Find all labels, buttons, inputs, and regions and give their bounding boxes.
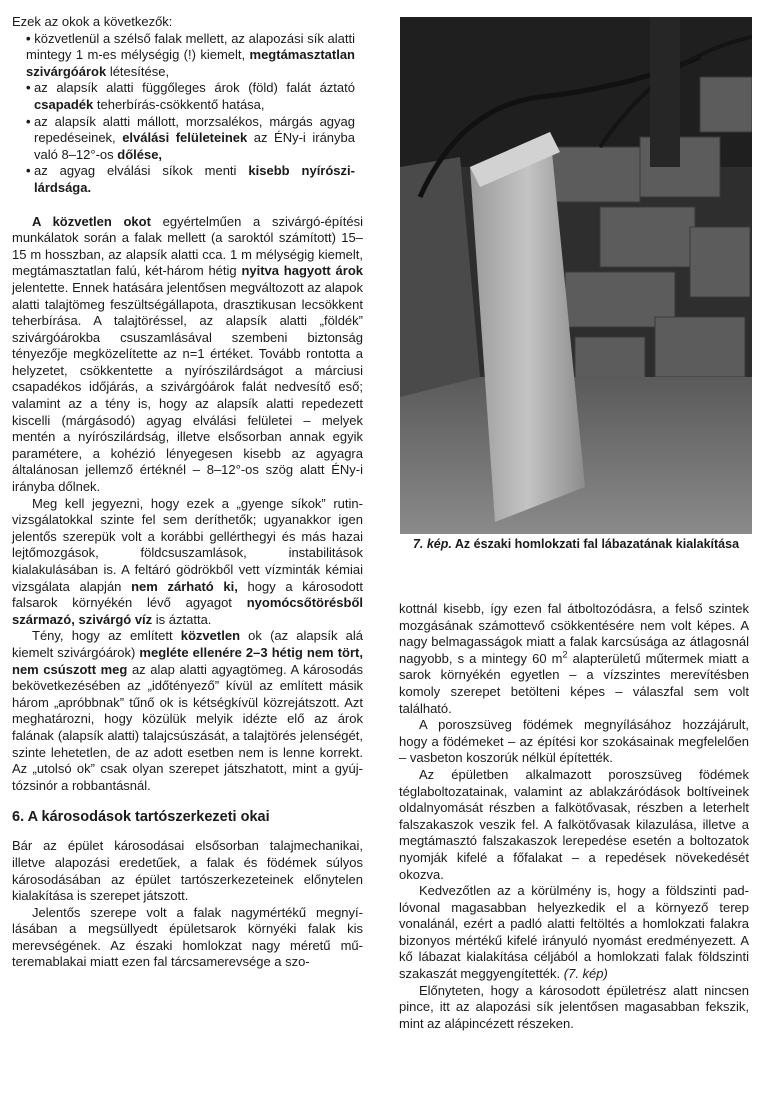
paragraph-stiffness-cont <box>399 601 749 717</box>
direct-cause-bold-2: nyitva hagyott árok <box>241 263 363 279</box>
weak-planes-bold-1: nem zárható ki, <box>131 578 238 594</box>
figure-reference: (7. kép) <box>563 966 608 982</box>
fact-text-1: Tény, hogy az említett <box>32 628 181 644</box>
paragraph-fact <box>12 628 363 794</box>
stiffness-text-1: kottnál kisebb, így ezen fal átboltozódásra, a felső szintek mozgásának számottevő csökkentésére nem volt képes. A nagy belmagasságok miatt a falak karcsúsága az átlagosnál nagyobb, s a mintegy 60 m <box>399 601 749 666</box>
paragraph-structural-intro: Bár az épület károsodásai elsősorban talajmechanikai, illetve alapozási eredetűek, a falak és födémek súlyos károsodásában az épület tartószerkezeteinek előnytelen kialakítása is szerepet játszott. <box>12 838 363 904</box>
fact-text-3: az alap alatti agyagtömeg. A károsodás bekövetkezésében az „időtényező” kívül az említett másik három „apróbbnak” tűnő ok is kétségkívül közrejátszott. Azt meghatározni, hogy közülük melyik idézte elő az árok falának (alapsík alatti) talajcsúszását, a talajtörés jelenségét, szinte lehetetlen, de az adott esetben nem is lenne korrekt. Az „utolsó ok” csak olyan szerepet játszhatott, mint a gyújtózsinór a robbantásnál. <box>12 661 363 793</box>
cause-4-text: az agyag elválási síkok menti <box>34 163 249 179</box>
superscript-2: 2 <box>562 649 568 660</box>
direct-cause-text-2: jelentette. Ennek hatására jelentősen megváltozott az alapok alatti talajtömeg feszültségállapota, drasztikusan lecsökkent teherbírása. A talajtöréssel, az alapsík alatti „földék” szivárgóárokba csuszamlásával szembeni biztonság tényezője megközelítette az n=1 értéket. Tovább rontotta a helyzetet, csökkentette a nyírószilárdságot a márciusi csapadékos időjárás, a szivárgóárok falát nedvesítő eső; valamint az a tény is, hogy az alapsík alatti repedezett kiscelli (márgásodó) agyag elválási felületei – melyek mentén a nyírószilárdság, illetve elsősorban annak egyik paramétere, a kohézió lényegesen kisebb az agyagra általánosan jellemző értéknél – 8–12°-os szög alatt ÉNy-i irányba dőlnek. <box>12 279 363 495</box>
cause-item-1 <box>12 31 363 81</box>
paragraph-vaults: Az épületben alkalmazott poroszsüveg födémek téglaboltozatainak, valamint az ablakzáródások boltíveinek oldalnyomását részben a falkötővasak, részben a leterhelt falszakaszok veszik fel. A falkötővasak kilazulása, illetve a megtámasztó falszakaszok lerepedése esetén a boltozatok nyomják kifelé a főfalakat – a repedések növekedését okozva. <box>399 766 749 882</box>
direct-cause-text-1: egyértelműen a szivárgó-építési munkálatok során a falak mellett (a saroktól számított) 15–15 m hosszban, az alapsík alatti cca. 1 m mélységig kiemelt, megtámasztatlan falú, két-három hétig <box>12 213 363 279</box>
cause-2-text: az alapsík alatti függőleges árok (föld) falát áztató <box>34 80 355 96</box>
cause-1-bold: megtámasztatlan szivárgóárok <box>26 47 355 79</box>
paragraph-floor-level <box>399 883 749 983</box>
cause-3-bold-2: dőlése, <box>117 146 163 162</box>
weak-planes-text-2: hogy a károsodott falsarok környékén lévő agyagot <box>12 578 363 611</box>
right-column <box>399 601 749 1032</box>
causes-intro: Ezek az okok a következők: <box>12 14 173 29</box>
fact-bold-1: közvetlen <box>180 628 241 644</box>
cause-2-bold: csapadék <box>34 96 94 112</box>
fact-bold-2: megléte ellenére 2–3 hétig nem tört, nem csúszott meg <box>12 644 363 677</box>
figure-caption <box>400 537 752 553</box>
section-heading: 6. A károsodások tartószerkezeti okai <box>12 809 270 826</box>
cause-item-3 <box>12 114 363 164</box>
cause-2-end: teherbírás-csökkentő hatása, <box>93 96 265 112</box>
paragraph-weak-planes <box>12 496 363 629</box>
caption-number: 7. kép. <box>412 537 452 551</box>
stiffness-text-2: alapterületű műtermek miatt a sarok környékén egyetlen – a vízszintes merevítésben komoly szerepet betölteni képes – válaszfal sem volt található. <box>399 650 750 716</box>
cause-item-2 <box>12 80 363 113</box>
cause-item-4 <box>12 163 363 196</box>
cause-3-mid: az ÉNy-i irányba való 8–12°-os <box>34 130 355 162</box>
paragraph-wall-stiffness: Jelentős szerepe volt a falak nagymértékű megnyílásában a megsüllyedt épületsarok környéki falak kis merevségének. Az északi homlokzat nagy méretű műteremablakai miatt ezen fal tárcsamerevsége a szo- <box>12 904 363 970</box>
caption-text: Az északi homlokzati fal lábazatának kialakítása <box>451 537 740 551</box>
weak-planes-text-3: is áztatta. <box>152 611 212 627</box>
cause-4-bold: kisebb nyírószilárdsága. <box>34 163 355 195</box>
causes-list <box>12 31 363 197</box>
weak-planes-text-1: Meg kell jegyezni, hogy ezek a „gyenge síkok” rutinvizsgálatokkal szinte fel sem deríthetők; ugyanakkor igen jelentős szerepük volt a korábbi gellérthegyi és más hazai lejtőmozgások, földcsuszamlások, instabilitások kialakulásában is. A feltáró gödrökből vett vízminták kémiai vizsgálata alapján <box>12 495 363 594</box>
cause-3-text: az alapsík alatti mállott, morzsalékos, márgás agyag repedéseinek, <box>34 113 355 146</box>
cause-3-bold: elválási felületeinek <box>122 130 248 146</box>
paragraph-no-basement: Előnyteten, hogy a károsodott épületrész alatt nincsen pince, itt az alapozási sík jelentősen magasabban fekszik, mint az alápincézett részeken. <box>399 982 749 1031</box>
direct-cause-lead: A közvetlen okot <box>32 213 151 229</box>
paragraph-slab-opening: A poroszsüveg födémek megnyílásához hozzájárult, hogy a födémeket – az építési kor szokásainak megfelelően – vasbeton koszorúk nélkül építették. <box>399 717 749 766</box>
fact-text-2: ok (az alapsík alá kiemelt szivárgóárok) <box>12 628 364 660</box>
cause-1-text: • közvetlenül a szélső falak mellett, az alapozási sík alatti mintegy 1 m-es mélységig (!) kiemelt, <box>26 30 355 63</box>
weak-planes-bold-2: nyomócsőtörésből származó, szivárgó víz <box>12 595 363 627</box>
paragraph-direct-cause <box>12 214 363 496</box>
floor-level-text: Kedvezőtlen az a körülmény is, hogy a földszinti padlóvonal magasabban helyezkedik el a környező terep vonalánál, ezért a padló alatti feltöltés a homlokzati falakra bizonyos mértékű kifelé irányuló nyomást eredményezett. A kő lábazat kialakítása céljából a homlokzati falak földszinti szakaszát meggyengítették. <box>399 883 749 982</box>
figure-photo <box>400 17 752 534</box>
wall-base-photo-image <box>400 17 752 534</box>
cause-1-end: létesítése, <box>106 63 170 79</box>
left-column <box>12 14 363 971</box>
